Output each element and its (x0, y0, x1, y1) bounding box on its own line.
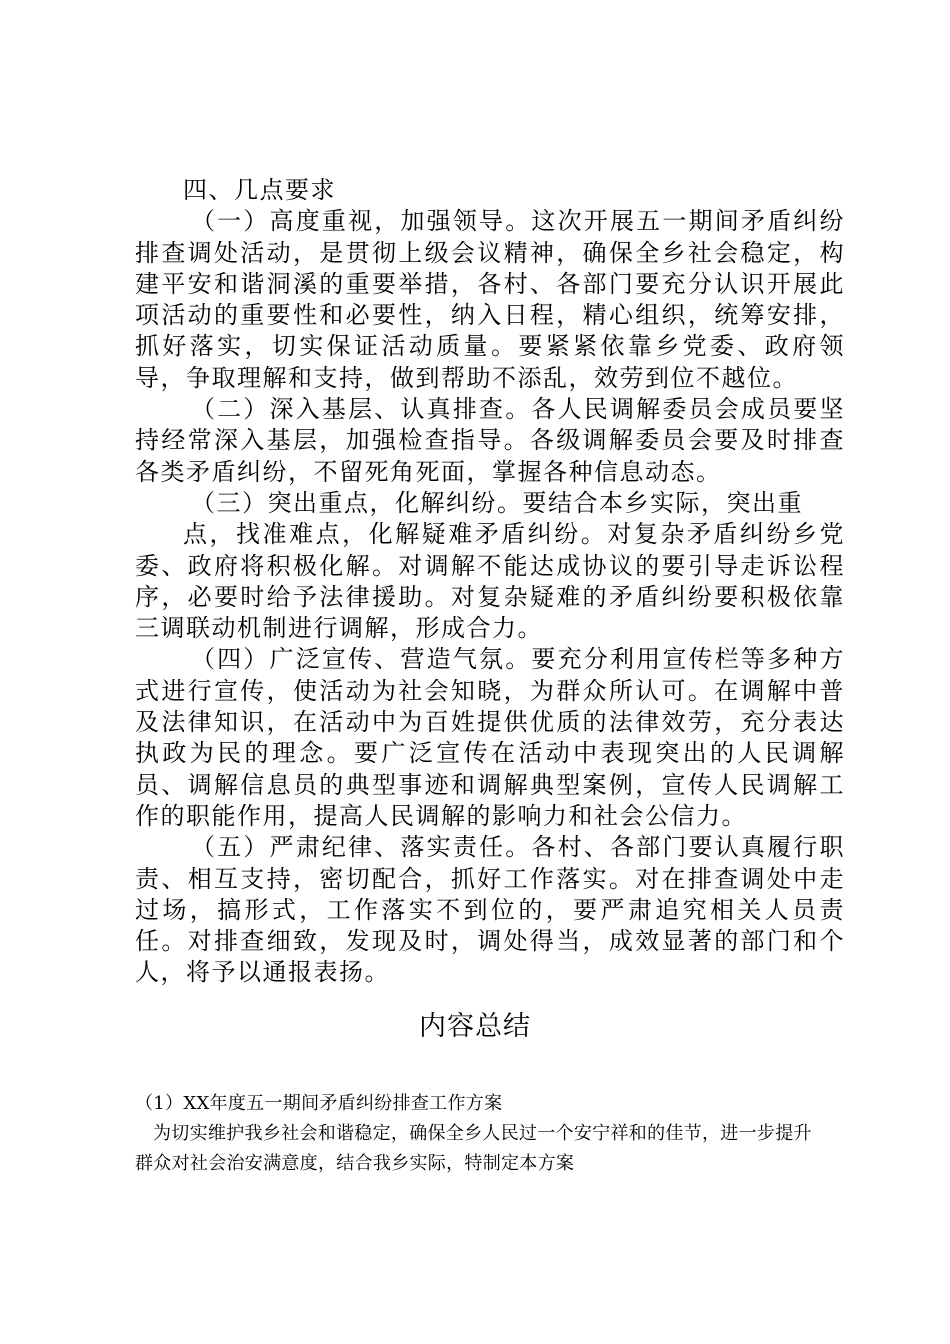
paragraph-5: （五）严肃纪律、落实责任。各村、各部门要认真履行职责、相互支持，密切配合，抓好工作落实。对在排查调处中走过场，搞形式，工作落实不到位的，要严肃追究相关人员责任。对排查细致，发现及时，调处得当，成效显著的部门和个人，将予以通报表扬。 (135, 833, 845, 987)
paragraph-3: （三）突出重点，化解纠纷。要结合本乡实际，突出重 (191, 488, 803, 517)
paragraph-1: （一）高度重视，加强领导。这次开展五一期间矛盾纠纷排查调处活动，是贯彻上级会议精神，确保全乡社会稳定，构建平安和谐洞溪的重要举措，各村、各部门要充分认识开展此项活动的重要性和必要性，纳入日程，精心组织，统筹安排，抓好落实，切实保证活动质量。要紧紧依靠乡党委、政府领导，争取理解和支持，做到帮助不添乱，效劳到位不越位。 (135, 207, 845, 392)
summary-item-body: 为切实维护我乡社会和谐稳定，确保全乡人民过一个安宁祥和的佳节，进一步提升群众对社会治安满意度，结合我乡实际，特制定本方案 (135, 1123, 812, 1174)
paragraph-2: （二）深入基层、认真排查。各人民调解委员会成员要坚持经常深入基层，加强检查指导。各级调解委员会要及时排查各类矛盾纠纷，不留死角死面，掌握各种信息动态。 (135, 395, 845, 486)
paragraph-3-continued: 点，找准难点，化解疑难矛盾纠纷。对复杂矛盾纠纷乡党委、政府将积极化解。对调解不能达成协议的要引导走诉讼程序，必要时给予法律援助。对复杂疑难的矛盾纠纷要积极依靠三调联动机制进行调解，形成合力。 (135, 520, 845, 643)
section-heading: 四、几点要求 (183, 176, 336, 204)
summary-item-title: （1）XX年度五一期间矛盾纠纷排查工作方案 (135, 1093, 503, 1114)
summary-title: 内容总结 (419, 1011, 531, 1042)
summary-section (135, 1089, 825, 1179)
paragraph-4: （四）广泛宣传、营造气氛。要充分利用宣传栏等多种方式进行宣传，使活动为社会知晓，为群众所认可。在调解中普及法律知识，在活动中为百姓提供优质的法律效劳，充分表达执政为民的理念。要广泛宣传在活动中表现突出的人民调解员、调解信息员的典型事迹和调解典型案例，宣传人民调解工作的职能作用，提高人民调解的影响力和社会公信力。 (135, 645, 845, 830)
document-body (135, 175, 845, 989)
